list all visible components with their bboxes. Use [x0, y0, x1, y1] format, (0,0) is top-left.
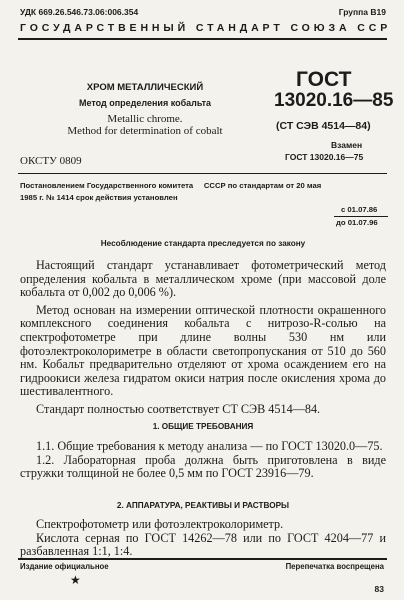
intro-paragraph: Метод основан на измерении оптической плотности окрашенного комплексного соединения кобальта с нитрозо-R-солью на спектрофотометре при длине волны 530 нм или фотоэлектроколориметре в области светопропускания от 510 до 560 нм. Кобальт предварительно отделяют от хрома осаждением его на гидроокиси железа гидратом окиси натрия после окисления хрома до шестивалентного.: [20, 302, 386, 399]
section-2-heading: 2. АППАРАТУРА, РЕАКТИВЫ И РАСТВОРЫ: [116, 501, 290, 510]
official-edition: Издание официальное: [20, 562, 109, 571]
validity-rule: [334, 216, 388, 217]
section-2-item: Кислота серная по ГОСТ 14262—78 или по ГОСТ 4204—77 и разбавленная 1:1, 1:4.: [20, 530, 386, 559]
page-number: 83: [374, 584, 384, 594]
title-english-1: Metallic chrome.: [107, 113, 183, 125]
title-english-2: Method for determination of cobalt: [67, 125, 223, 137]
replaces-gost: ГОСТ 13020.16—75: [285, 152, 364, 162]
intro-paragraph: Стандарт полностью соответствует СТ СЭВ 4514—84.: [36, 401, 321, 416]
decree-line-1: Постановлением Государственного комитета СССР по стандартам от 20 мая: [20, 181, 322, 190]
document-subtitle: Метод определения кобальта: [78, 98, 212, 108]
section-1-item: 1.1. Общие требования к методу анализа — по ГОСТ 13020.0—75.: [36, 439, 383, 453]
footer-rule: [18, 558, 387, 560]
intro-text: [20, 259, 386, 417]
st-sev-reference: (СТ СЭВ 4514—84): [276, 120, 371, 132]
section-1-text: [20, 440, 386, 481]
section-1-heading: 1. ОБЩИЕ ТРЕБОВАНИЯ: [152, 422, 254, 431]
state-standard-banner: ГОСУДАРСТВЕННЫЙ СТАНДАРТ СОЮЗА ССР: [20, 22, 392, 34]
okstu-code: ОКСТУ 0809: [20, 155, 82, 167]
intro-paragraph: Настоящий стандарт устанавливает фотометрический метод определения кобальта в металлическом хроме (при массовой доле кобальта от 0,002 до 0,006 %).: [20, 258, 386, 300]
gost-number: 13020.16—85: [274, 90, 394, 111]
reprint-notice: Перепечатка воспрещена: [285, 562, 384, 571]
decree-line-2: 1985 г. № 1414 срок действия установлен: [20, 193, 178, 202]
udk-code: УДК 669.26.546.73.06:006.354: [20, 7, 139, 17]
group-code: Группа В19: [338, 7, 386, 17]
replaces-label: Взамен: [331, 140, 363, 150]
gost-label: ГОСТ: [296, 68, 352, 91]
law-notice: Несоблюдение стандарта преследуется по закону: [100, 239, 306, 248]
document-title: ХРОМ МЕТАЛЛИЧЕСКИЙ: [86, 82, 204, 93]
title-block-rule: [18, 173, 387, 174]
star-icon: ★: [70, 573, 81, 587]
section-1-item: 1.2. Лабораторная проба должна быть приготовлена в виде стружки толщиной не более 0,5 мм по ГОСТ 23916—79.: [20, 452, 386, 481]
header-rule: [18, 38, 387, 40]
validity-from: с 01.07.86: [341, 205, 378, 214]
section-2-item: Спектрофотометр или фотоэлектроколориметр.: [36, 517, 284, 531]
section-2-text: [20, 518, 386, 559]
validity-to: до 01.07.96: [336, 218, 378, 227]
